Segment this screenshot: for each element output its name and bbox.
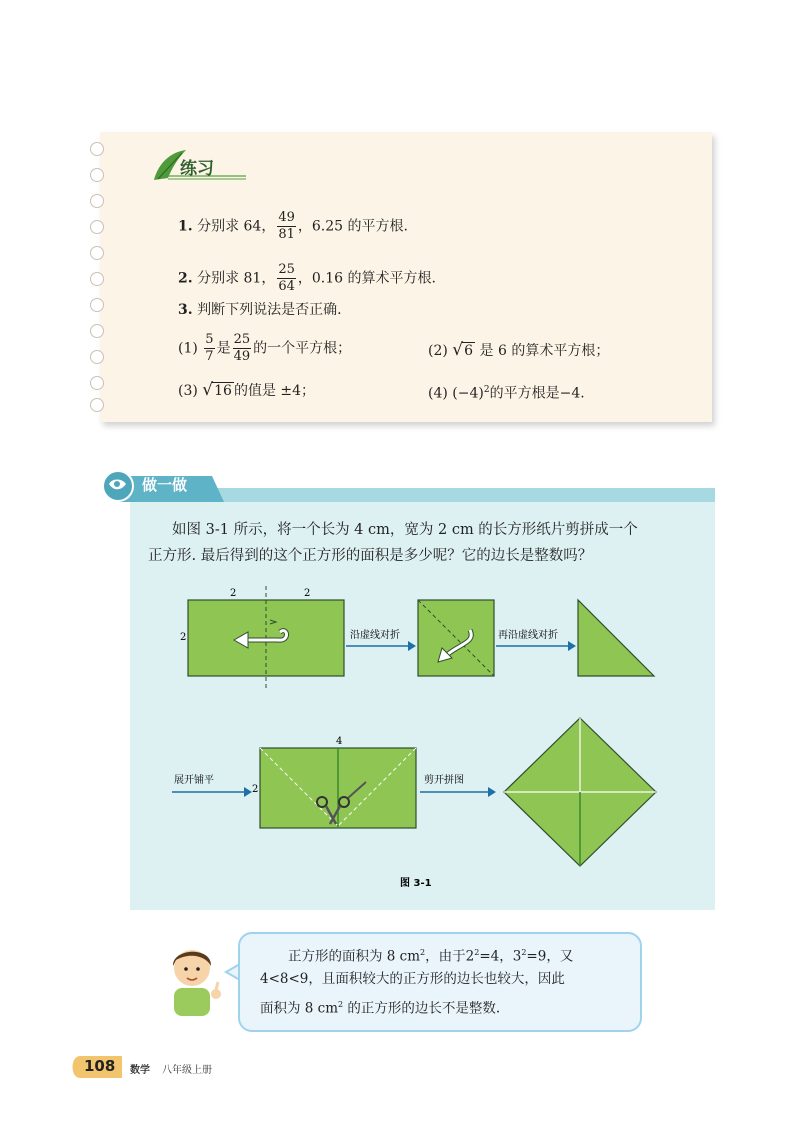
step-label: 沿虚线对折 <box>350 630 400 641</box>
denominator: 49 <box>233 349 251 364</box>
item-text: 是 <box>216 340 231 357</box>
binder-ring <box>90 350 104 364</box>
paper-triangle <box>578 600 654 676</box>
figure-caption: 图 3-1 <box>400 878 432 889</box>
student-avatar <box>160 938 230 1016</box>
numerator: 25 <box>233 332 251 347</box>
activity-paragraph-line1: 如图 3-1 所示，将一个长为 4 cm，宽为 2 cm 的长方形纸片剪拼成一个 <box>172 522 638 538</box>
item-label: (4) <box>428 385 448 402</box>
activity-panel <box>130 502 715 910</box>
speech-bubble <box>238 932 642 1032</box>
dim-label: 2 <box>230 588 237 599</box>
item-4 <box>428 380 585 404</box>
bubble-line-3 <box>260 992 500 1022</box>
dim-label: 2 <box>180 632 187 643</box>
fraction <box>277 210 296 243</box>
binder-ring <box>90 324 104 338</box>
activity-title: 做一做 <box>142 476 188 494</box>
binder-ring <box>90 272 104 286</box>
item-1 <box>178 332 351 365</box>
question-1 <box>178 210 408 243</box>
question-text: 分别求 81， <box>197 270 276 287</box>
binder-ring <box>90 398 104 412</box>
radicand: 16 <box>214 383 232 399</box>
item-label: (3) <box>178 383 198 399</box>
item-3 <box>178 380 315 401</box>
numerator: 5 <box>205 332 214 347</box>
item-text: 的平方根是−4. <box>489 385 585 402</box>
bubble-text: 面积为 8 cm <box>260 1000 339 1017</box>
item-label: (1) <box>178 340 198 357</box>
denominator: 7 <box>205 349 214 364</box>
item-text: 是 6 的算术平方根； <box>479 343 610 359</box>
radicand: 6 <box>464 343 474 359</box>
step-label: 再沿虚线对折 <box>498 630 558 641</box>
numerator: 49 <box>278 210 295 225</box>
sqrt-sign: √ <box>202 380 214 400</box>
fraction <box>204 332 214 365</box>
binder-ring <box>90 246 104 260</box>
step-label: 展开铺平 <box>174 775 214 786</box>
dim-label: 2 <box>252 784 259 795</box>
footer-book: 八年级上册 <box>162 1065 212 1076</box>
footer-subject: 数学 <box>130 1065 150 1076</box>
activity-header <box>100 470 715 502</box>
bubble-line-2: 4<8<9，且面积较大的正方形的边长也较大，因此 <box>260 971 565 987</box>
item-base: (−4) <box>452 385 484 402</box>
sqrt-sign: √ <box>452 340 464 360</box>
question-number: 3. <box>178 302 193 318</box>
item-text: 的一个平方根； <box>253 340 352 357</box>
question-text: ，6.25 的平方根. <box>297 218 408 235</box>
fraction <box>277 262 296 295</box>
denominator: 81 <box>278 227 295 242</box>
figure-3-1 <box>130 580 715 890</box>
item-2 <box>428 340 609 361</box>
question-number: 1. <box>178 218 193 235</box>
superscript: 2 <box>521 948 527 957</box>
binder-ring <box>90 220 104 234</box>
question-3 <box>178 300 342 320</box>
bubble-text: ，由于2 <box>425 948 475 965</box>
bubble-text: =4，3 <box>479 948 522 965</box>
binder-ring <box>90 142 104 156</box>
practice-title: 练习 <box>180 159 214 179</box>
binder-ring <box>90 298 104 312</box>
bubble-text: =9，又 <box>526 948 574 965</box>
page-number: 108 <box>84 1057 116 1075</box>
fraction <box>233 332 252 365</box>
binder-ring <box>90 376 104 390</box>
bubble-text: 的正方形的边长不是整数. <box>343 1000 501 1017</box>
step-label: 剪开拼图 <box>424 775 464 786</box>
question-number: 2. <box>178 270 193 287</box>
item-text: 的值是 ±4； <box>233 383 316 399</box>
superscript: 2 <box>420 948 426 957</box>
binder-ring <box>90 194 104 208</box>
question-text: 判断下列说法是否正确. <box>197 302 342 318</box>
practice-card <box>100 132 712 422</box>
dim-label: 4 <box>336 736 343 747</box>
page-footer <box>68 1054 268 1080</box>
item-label: (2) <box>428 343 448 359</box>
activity-paragraph-line2: 正方形. 最后得到的这个正方形的面积是多少呢？它的边长是整数吗？ <box>148 548 593 564</box>
bubble-text: 正方形的面积为 8 cm <box>288 948 421 965</box>
question-2 <box>178 262 436 295</box>
numerator: 25 <box>278 262 295 277</box>
question-text: 分别求 64， <box>197 218 276 235</box>
superscript: 2 <box>474 948 480 957</box>
superscript: 2 <box>338 1000 344 1009</box>
exponent: 2 <box>483 385 490 395</box>
denominator: 64 <box>278 279 295 294</box>
dim-label: 2 <box>304 588 311 599</box>
question-text: ，0.16 的算术平方根. <box>297 270 436 287</box>
binder-ring <box>90 168 104 182</box>
